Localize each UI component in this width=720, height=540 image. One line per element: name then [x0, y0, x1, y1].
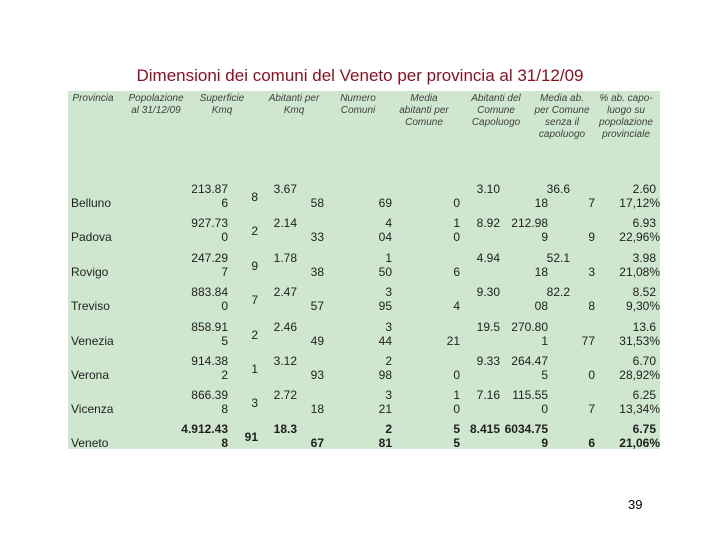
- table-cell: [311, 334, 324, 348]
- table-cell-line: 3.12: [273, 354, 297, 368]
- table-cell-line: 0: [453, 368, 460, 382]
- province-name: Belluno: [71, 196, 112, 210]
- table-cell: [547, 285, 570, 299]
- table-cell-line: 213.87: [191, 182, 228, 196]
- table-cell: [588, 265, 595, 279]
- table-cell: [470, 422, 500, 436]
- table-background: [68, 91, 660, 449]
- table-cell-line: 4.94: [476, 251, 500, 265]
- column-header-line: Provincia: [72, 93, 114, 104]
- table-cell-line: 4: [385, 216, 392, 230]
- table-cell-line: 7.16: [476, 388, 500, 402]
- table-cell-line: 49: [310, 334, 324, 348]
- table-cell: [311, 196, 324, 210]
- table-cell-line: 2: [251, 328, 258, 342]
- table-cell-line: 1: [385, 251, 392, 265]
- table-cell: [633, 285, 656, 299]
- table-cell-line: 2.46: [273, 320, 297, 334]
- table-cell-line: 3: [385, 320, 392, 334]
- table-cell-line: 212.98: [511, 216, 548, 230]
- table-cell-line: 6.25: [632, 388, 656, 402]
- table-cell: [379, 320, 392, 348]
- table-cell-line: 81: [378, 436, 392, 450]
- table-cell-line: 9.33: [476, 354, 500, 368]
- province-name: Vicenza: [71, 402, 114, 416]
- column-header-line: Comuni: [340, 105, 376, 116]
- table-cell: [251, 293, 258, 307]
- table-cell-line: 0: [541, 402, 548, 416]
- table-cell-line: 5: [541, 368, 548, 382]
- table-cell-line: 4.912.43: [181, 422, 228, 436]
- table-cell: [274, 182, 297, 196]
- table-cell-line: 3: [251, 396, 258, 410]
- province-name: Veneto: [71, 436, 109, 450]
- table-cell-line: 4: [453, 299, 460, 313]
- table-cell-line: 0: [588, 368, 595, 382]
- table-cell-line: 866.39: [191, 388, 228, 402]
- table-cell-line: 44: [378, 334, 392, 348]
- table-cell-line: 82.2: [546, 285, 570, 299]
- table-cell: [535, 196, 548, 210]
- table-cell: [477, 320, 500, 334]
- table-cell-line: 21,08%: [619, 265, 660, 279]
- column-header-line: Numero: [340, 93, 376, 104]
- table-cell-line: 6.70: [632, 354, 656, 368]
- table-cell-line: 2.14: [273, 216, 297, 230]
- table-cell: [512, 388, 548, 416]
- table-cell: [379, 251, 392, 279]
- column-header-line: per Comune: [534, 105, 590, 116]
- table-cell-line: 98: [378, 368, 392, 382]
- table-cell-line: 0: [453, 196, 460, 210]
- table-cell-line: 19.5: [476, 320, 500, 334]
- table-cell: [477, 354, 500, 368]
- table-cell: [633, 422, 656, 436]
- table-cell-line: 8: [221, 402, 228, 416]
- table-cell-line: 9: [541, 436, 548, 450]
- table-cell-line: 04: [378, 230, 392, 244]
- table-cell: [181, 422, 228, 450]
- table-cell: [477, 216, 500, 230]
- table-cell: [379, 216, 392, 244]
- table-cell: [274, 251, 297, 265]
- column-header-line: Popolazione: [128, 93, 184, 104]
- table-cell: [274, 216, 297, 230]
- table-cell: [588, 196, 595, 210]
- table-cell-line: 5: [453, 422, 460, 436]
- table-cell-line: 2.47: [273, 285, 297, 299]
- table-cell: [505, 422, 548, 450]
- table-cell-line: 9.30: [476, 285, 500, 299]
- table-cell: [274, 388, 297, 402]
- table-cell-line: 36.6: [546, 182, 570, 196]
- table-cell-line: 6: [453, 265, 460, 279]
- table-cell-line: 1: [453, 388, 460, 402]
- table-cell-line: 264.47: [511, 354, 548, 368]
- table-cell-line: 9: [541, 230, 548, 244]
- table-cell: [251, 190, 258, 204]
- province-name: Padova: [71, 230, 112, 244]
- table-cell: [633, 320, 656, 334]
- table-cell: [547, 182, 570, 196]
- table-cell-line: 18: [534, 196, 548, 210]
- table-cell-line: 31,53%: [619, 334, 660, 348]
- table-cell: [191, 251, 228, 279]
- table-cell: [251, 259, 258, 273]
- table-cell: [588, 368, 595, 382]
- table-cell-line: 3.67: [273, 182, 297, 196]
- table-cell-line: 2: [385, 422, 392, 436]
- table-cell-line: 13,34%: [619, 402, 660, 416]
- table-cell-line: 8.52: [632, 285, 656, 299]
- page-title: Dimensioni dei comuni del Veneto per provincia al 31/12/09: [136, 66, 584, 85]
- table-cell-line: 33: [310, 230, 324, 244]
- table-cell: [379, 285, 392, 313]
- table-cell-line: 91: [244, 430, 258, 444]
- table-cell: [588, 299, 595, 313]
- table-cell-line: 1.78: [273, 251, 297, 265]
- table-cell: [535, 299, 548, 313]
- column-header-line: luogo su: [607, 105, 645, 116]
- table-cell-line: 13.6: [632, 320, 656, 334]
- table-cell-line: 858.91: [191, 320, 228, 334]
- table-cell-line: 57: [310, 299, 324, 313]
- table-cell: [379, 354, 392, 382]
- table-cell: [251, 396, 258, 410]
- province-name: Verona: [71, 368, 110, 382]
- table-cell-line: 69: [378, 196, 392, 210]
- table-cell-line: 22,96%: [619, 230, 660, 244]
- province-name: Rovigo: [71, 265, 109, 279]
- table-cell-line: 7: [251, 293, 258, 307]
- table-cell: [626, 299, 660, 313]
- table-cell: [453, 299, 460, 313]
- table-cell-line: 270.80: [511, 320, 548, 334]
- table-cell-line: 1: [541, 334, 548, 348]
- table-cell-line: 1: [251, 362, 258, 376]
- table-cell: [477, 388, 500, 402]
- table-cell-line: 38: [310, 265, 324, 279]
- column-header-line: al 31/12/09: [131, 105, 181, 116]
- table-cell: [191, 354, 228, 382]
- table-cell-line: 5: [453, 436, 460, 450]
- table-cell-line: 5: [221, 334, 228, 348]
- table-cell-line: 6.93: [632, 216, 656, 230]
- table-cell-line: 2: [251, 224, 258, 238]
- table-cell: [379, 196, 392, 210]
- province-name: Venezia: [71, 334, 114, 348]
- column-header-line: senza il: [545, 117, 579, 128]
- table-cell-line: 0: [453, 402, 460, 416]
- column-header-line: provinciale: [602, 129, 650, 140]
- table-cell-line: 77: [581, 334, 595, 348]
- table-cell: [588, 436, 595, 450]
- table-cell-line: 58: [310, 196, 324, 210]
- table-cell: [619, 334, 660, 348]
- table-cell: [274, 320, 297, 334]
- column-header-line: Kmq: [211, 105, 233, 116]
- table-cell-line: 2.72: [273, 388, 297, 402]
- table-cell-line: 17,12%: [619, 196, 660, 210]
- column-header-line: Media ab.: [540, 93, 584, 104]
- table-cell: [453, 368, 460, 382]
- table-cell-line: 18.3: [273, 422, 297, 436]
- table-cell: [477, 285, 500, 299]
- table-cell: [619, 230, 660, 244]
- table-cell-line: 21,06%: [619, 436, 660, 450]
- column-header-line: Kmq: [283, 105, 305, 116]
- table-cell-line: 927.73: [191, 216, 228, 230]
- table-cell: [447, 334, 460, 348]
- table-cell: [311, 265, 324, 279]
- table-cell: [477, 251, 500, 265]
- table-cell: [191, 216, 228, 244]
- table-cell-line: 50: [378, 265, 392, 279]
- table-cell: [619, 402, 660, 416]
- page-number: 39: [628, 497, 643, 512]
- table-cell: [633, 354, 656, 368]
- table-cell: [274, 422, 297, 436]
- table-cell: [619, 436, 660, 450]
- table-cell: [582, 334, 595, 348]
- table-cell: [535, 265, 548, 279]
- table-cell: [511, 354, 548, 382]
- column-header-line: Comune: [405, 117, 443, 128]
- province-name: Treviso: [71, 299, 110, 313]
- table-cell-line: 6: [221, 196, 228, 210]
- table-cell-line: 8.415: [469, 422, 500, 436]
- table-cell: [453, 388, 460, 416]
- table-cell: [619, 368, 660, 382]
- column-header-line: % ab. capo-: [599, 93, 653, 104]
- table-cell: [311, 436, 324, 450]
- table-cell-line: 115.55: [512, 388, 548, 402]
- table-cell: [511, 320, 548, 348]
- table-cell-line: 3: [385, 388, 392, 402]
- table-cell-line: 52.1: [546, 251, 570, 265]
- table-cell: [633, 182, 656, 196]
- table-cell-line: 08: [534, 299, 548, 313]
- column-header-line: Superficie: [199, 93, 245, 104]
- table-cell-line: 21: [446, 334, 460, 348]
- column-header-line: Abitanti del: [471, 93, 521, 104]
- table-cell: [311, 368, 324, 382]
- table-cell: [379, 422, 392, 450]
- table-cell-line: 67: [310, 436, 324, 450]
- table-cell: [191, 388, 228, 416]
- column-header: [581, 93, 671, 141]
- table-cell: [191, 182, 228, 210]
- table-cell-line: 18: [310, 402, 324, 416]
- table-cell-line: 7: [588, 402, 595, 416]
- table-cell: [191, 320, 228, 348]
- table-cell: [311, 402, 324, 416]
- table-cell-line: 95: [378, 299, 392, 313]
- table-cell-line: 18: [534, 265, 548, 279]
- table-cell-line: 0: [221, 299, 228, 313]
- table-cell-line: 2: [385, 354, 392, 368]
- table-cell-line: 8: [251, 190, 258, 204]
- table-cell: [453, 216, 460, 244]
- table-cell: [619, 265, 660, 279]
- table-cell-line: 6034.75: [504, 422, 548, 436]
- table-cell: [619, 196, 660, 210]
- table-cell-line: 21: [378, 402, 392, 416]
- table-cell-line: 9,30%: [625, 299, 660, 313]
- table-cell-line: 7: [588, 196, 595, 210]
- table-cell: [191, 285, 228, 313]
- column-header-line: Abitanti per: [268, 93, 320, 104]
- table-cell: [633, 216, 656, 230]
- table-cell-line: 3: [588, 265, 595, 279]
- table-cell: [251, 328, 258, 342]
- table-cell-line: 9: [251, 259, 258, 273]
- table-cell: [511, 216, 548, 244]
- table-cell-line: 8: [588, 299, 595, 313]
- table-cell-line: 0: [221, 230, 228, 244]
- table-cell: [453, 422, 460, 450]
- column-header-line: abitanti per: [399, 105, 449, 116]
- column-header-line: Comune: [477, 105, 515, 116]
- table-cell: [311, 299, 324, 313]
- table-cell: [547, 251, 570, 265]
- table-cell: [245, 430, 258, 444]
- table-cell-line: 8.92: [476, 216, 500, 230]
- column-header-line: Media: [410, 93, 438, 104]
- table-cell-line: 28,92%: [619, 368, 660, 382]
- table-cell-line: 9: [588, 230, 595, 244]
- table-cell-line: 6: [588, 436, 595, 450]
- table-cell-line: 914.38: [191, 354, 228, 368]
- table-cell: [379, 388, 392, 416]
- table-cell-line: 2.60: [632, 182, 656, 196]
- column-header-line: capoluogo: [538, 129, 586, 140]
- table-cell: [453, 196, 460, 210]
- table-cell: [453, 265, 460, 279]
- table-cell-line: 3: [385, 285, 392, 299]
- table-cell: [633, 388, 656, 402]
- table-cell-line: 6.75: [632, 422, 656, 436]
- table-cell-line: 1: [453, 216, 460, 230]
- table-cell: [588, 402, 595, 416]
- table-cell: [588, 230, 595, 244]
- table-cell-line: 0: [453, 230, 460, 244]
- table-cell-line: 3.10: [476, 182, 500, 196]
- table-cell-line: 3.98: [632, 251, 656, 265]
- column-header-line: Capoluogo: [471, 117, 521, 128]
- table-cell: [633, 251, 656, 265]
- table-cell-line: 247.29: [191, 251, 228, 265]
- table-cell: [274, 285, 297, 299]
- table-cell-line: 7: [221, 265, 228, 279]
- table-cell: [274, 354, 297, 368]
- table-cell: [251, 224, 258, 238]
- table-cell-line: 93: [310, 368, 324, 382]
- column-header-line: popolazione: [599, 117, 653, 128]
- table-cell: [477, 182, 500, 196]
- table-cell: [311, 230, 324, 244]
- table-cell: [251, 362, 258, 376]
- table-cell-line: 883.84: [191, 285, 228, 299]
- table-cell-line: 2: [221, 368, 228, 382]
- table-cell-line: 8: [221, 436, 228, 450]
